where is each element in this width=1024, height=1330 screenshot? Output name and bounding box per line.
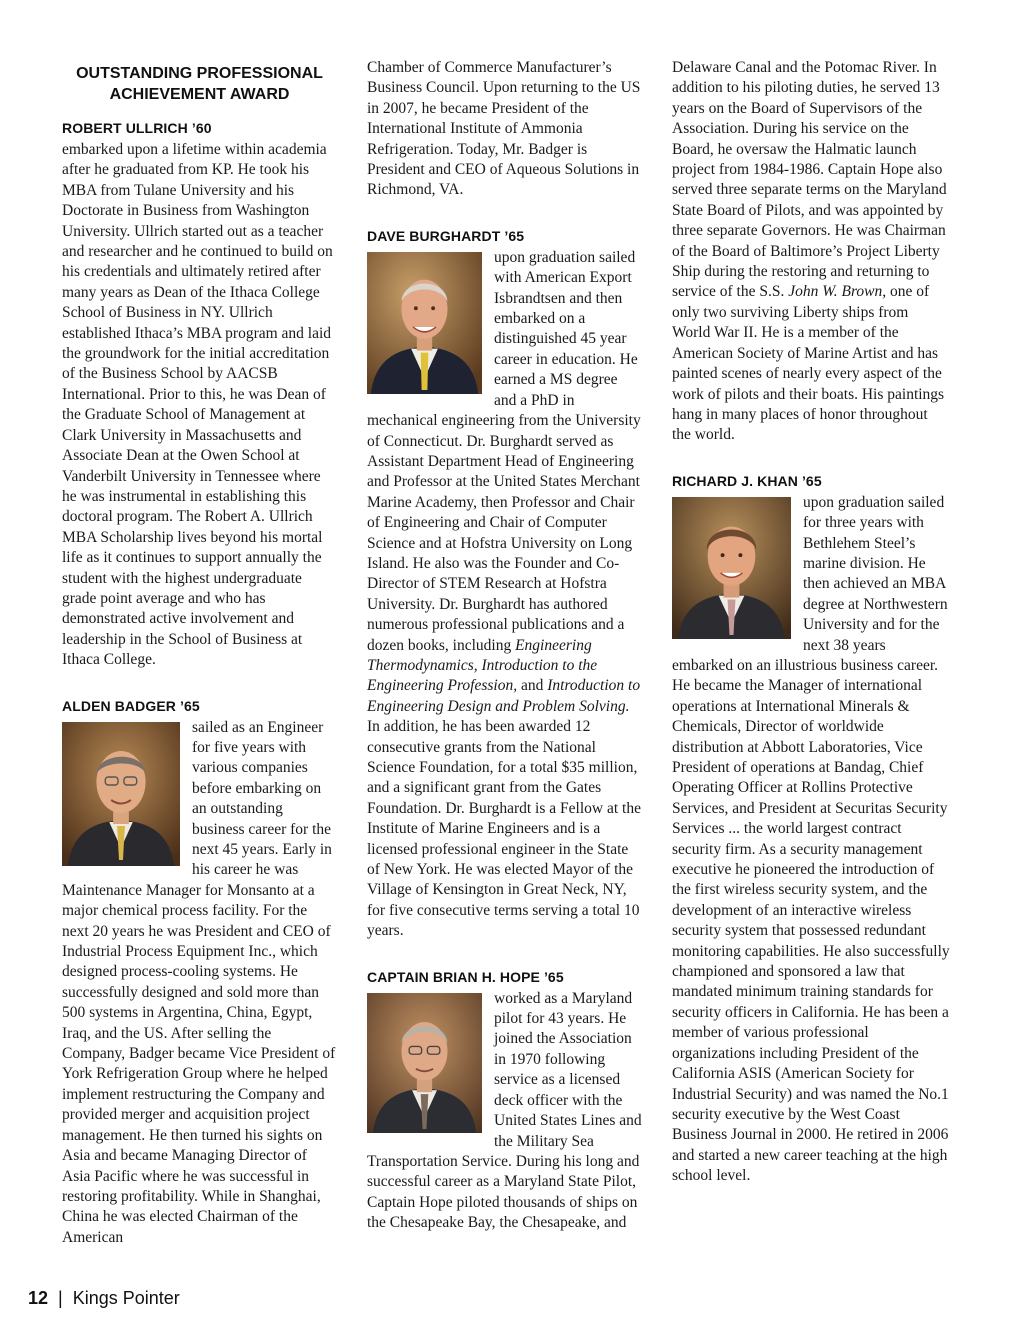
footer-separator: |: [58, 1288, 63, 1308]
profile-name-khan: RICHARD J. KHAN ’65: [672, 472, 822, 489]
page-footer: [28, 1288, 180, 1309]
profile-bio-ullrich: embarked upon a lifetime within academia after he graduated from KP. He took his MBA from Tulane University and his Doctorate in Business from Washington University. Ullrich started out as a teacher and researcher and he continued to build on his credentials and ultimately retired after many years as Dean of the Ithaca College School of Business in NY. Ullrich established Ithaca’s MBA program and laid the groundwork for the initial accreditation of the Business School by AACSB International. Prior to this, he was Dean of the Graduate School of Management at Clark University in Massachusetts and Associate Dean at the Owen School at Vanderbilt University in Tennessee where he was instrumental in establishing this doctoral program. The Robert A. Ullrich MBA Scholarship lives beyond his mortal life as it continues to support annually the student with the highest undergraduate grade point average and who has demonstrated active involvement and leadership in the School of Business at Ithaca College.: [62, 141, 333, 669]
profile-bio-burghardt: upon graduation sailed with American Export Isbrandtsen and then embarked on a distinguished 45 year career in education. He earned a MS degree and a PhD in mechanical engineering from the University of Connecticut. Dr. Burghardt served as Assistant Department Head of Engineering and Professor at the United States Merchant Marine Academy, then Professor and Chair of Engineering and Chair of Computer Science and at Hofstra University on Long Island. He also was the Founder and Co-Director of STEM Research at Hofstra University. Dr. Burghardt has authored numerous professional publications and a dozen books, including Engineering Thermodynamics, Introduction to the Engineering Profession, and Introduction to Engineering Design and Problem Solving. In addition, he has been awarded 12 consecutive grants from the National Science Foundation, for a total $35 million, and a significant grant from the Gates Foundation. Dr. Burghardt is a Fellow at the Institute of Marine Engineers and is a licensed professional engineer in the State of New York. He was elected Mayor of the Village of Kensington in Great Neck, NY, for five consecutive terms serving a total 10 years.: [367, 248, 641, 940]
column-2: [367, 58, 643, 1234]
profile-name-hope: CAPTAIN BRIAN H. HOPE ’65: [367, 968, 564, 985]
profile-bio-hope-continued: Delaware Canal and the Potomac River. In addition to his piloting duties, he served 13 years on the Board of Supervisors of the Association. During his service on the Board, he oversaw the Halmatic launch project from 1984-1986. Captain Hope also served three separate terms on the Maryland State Board of Pilots, and was appointed by three separate Governors. He was Chairman of the Board of Baltimore’s Project Liberty Ship during the restoring and returning to service of the S.S. John W. Brown, one of only two surviving Liberty ships from World War II. He is a member of the American Society of Marine Artist and has painted scenes of nearly every aspect of the work of pilots and their boats. His paintings hang in many places of honor throughout the world.: [672, 59, 947, 444]
portrait-photo-burghardt: [367, 252, 482, 394]
profile-name-badger: ALDEN BADGER ’65: [62, 697, 200, 714]
portrait-photo-khan: [672, 497, 791, 639]
portrait-photo-hope: [367, 993, 482, 1133]
profile-bio-badger-continued: Chamber of Commerce Manufacturer’s Business Council. Upon returning to the US in 2007, he became President of the International Institute of Ammonia Refrigeration. Today, Mr. Badger is President and CEO of Aqueous Solutions in Richmond, VA.: [367, 59, 641, 199]
book-title-2: Introduction to Engineering Design and Problem Solving.: [367, 677, 641, 715]
ship-name: John W. Brown,: [788, 283, 887, 301]
profile-name-ullrich: ROBERT ULLRICH ’60: [62, 120, 212, 136]
column-3: [672, 58, 950, 1187]
award-title: OUTSTANDING PROFESSIONAL ACHIEVEMENT AWARD: [76, 65, 323, 103]
profile-bio-khan: upon graduation sailed for three years with Bethlehem Steel’s marine division. He then achieved an MBA degree at Northwestern University and for the next 38 years embarked on an illustrious business career. He became the Manager of international operations at International Minerals & Chemicals, Director of worldwide distribution at Abbott Laboratories, Vice President of operations at Bandag, Chief Operating Officer at Rollins Protective Services, and President at Securitas Security Services ... the world largest contract security firm. As a security management executive he pioneered the introduction of the first wireless security system, and the development of an interactive wireless security system that possessed redundant monitoring capabilities. He also successfully championed and sponsored a law that mandated minimum training standards for security officers in California. He has been a member of various professional organizations including President of the California ASIS (American Society for Industrial Security) and was named the No.1 security executive by the West Coast Business Journal in 2000. He retired in 2006 and started a new career teaching at the high school level.: [672, 493, 950, 1185]
publication-name: Kings Pointer: [72, 1288, 180, 1308]
book-title-1: Engineering Thermodynamics, Introduction to the Engineering Profession,: [367, 636, 598, 695]
portrait-photo-badger: [62, 722, 180, 866]
profile-bio-badger: sailed as an Engineer for five years with various companies before embarking on an outstanding business career for the next 45 years. Early in his career he was Maintenance Manager for Monsanto at a major chemical process facility. For the next 20 years he was President and CEO of Industrial Process Equipment Inc., which designed process-cooling systems. He successfully designed and sold more than 500 systems in Argentina, China, Egypt, Iraq, and the US. After selling the Company, Badger became Vice President of York Refrigeration Group where he helped implement restructuring the Company and provided merger and acquisition project management. He then turned his sights on Asia and became Managing Director of Asia Pacific where he was successful in restoring profitability. While in Shanghai, China he was elected Chairman of the American: [62, 718, 336, 1246]
column-1: [62, 58, 337, 1248]
profile-name-burghardt: DAVE BURGHARDT ’65: [367, 227, 525, 244]
page-number: 12: [28, 1288, 49, 1308]
profile-bio-hope: worked as a Maryland pilot for 43 years. He joined the Association in 1970 following service as a licensed deck officer with the United States Lines and the Military Sea Transportation Service. During his long and successful career as a Maryland State Pilot, Captain Hope piloted thousands of ships on the Chesapeake Bay, the Chesapeake, and: [367, 989, 642, 1232]
